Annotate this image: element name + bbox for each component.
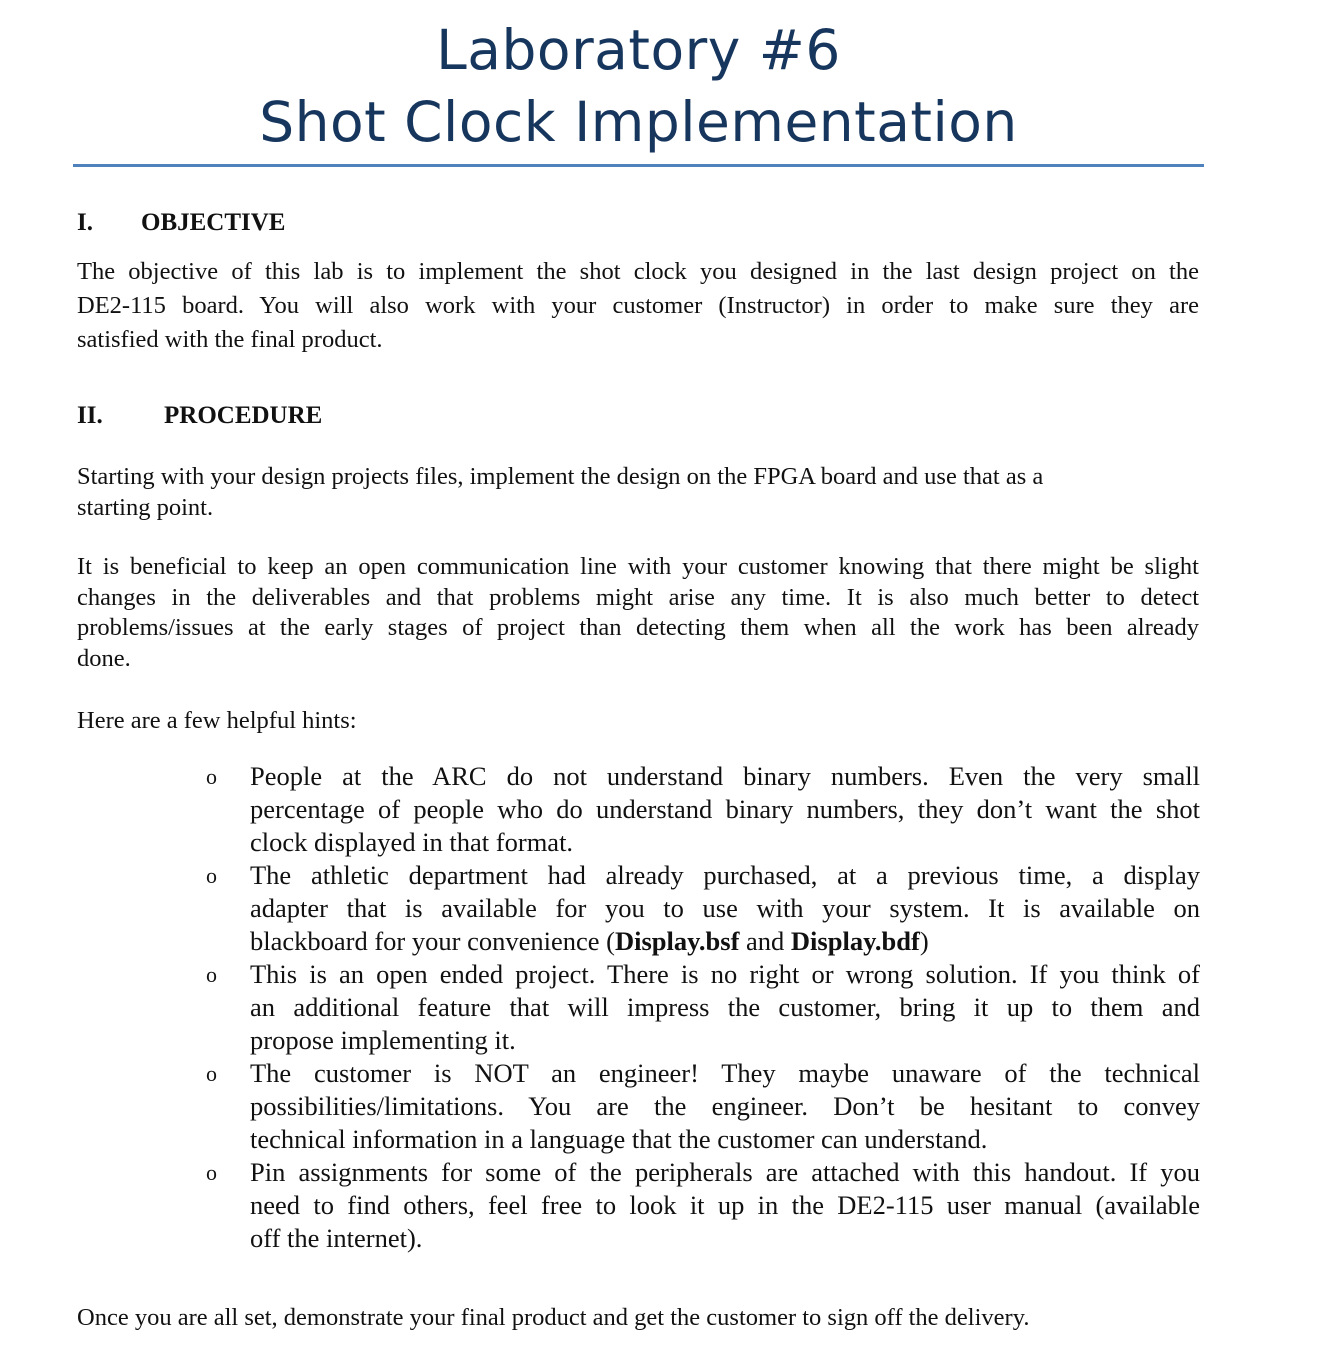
- paragraph-line: starting point.: [77, 494, 214, 521]
- paragraph-line: done.: [77, 644, 131, 672]
- paragraph-line: satisfied with the final product.: [77, 326, 383, 353]
- paragraph-line: problems/issues at the early stages of project than detecting them when all the work has been already: [77, 614, 1199, 641]
- paragraph-line: The objective of this lab is to implement the shot clock you designed in the last design project on the: [77, 258, 1199, 285]
- section-heading-objective: [77, 208, 286, 238]
- bullet-marker: o: [206, 764, 217, 789]
- text-run: ): [919, 926, 929, 956]
- list-item-line: off the internet).: [250, 1223, 423, 1253]
- hints-list: [206, 760, 1200, 1255]
- list-item: [206, 1156, 1200, 1255]
- paragraph-line: Here are a few helpful hints:: [77, 707, 357, 734]
- hints-intro: [77, 705, 1199, 736]
- closing-paragraph: [77, 1302, 1199, 1333]
- list-item-line: clock displayed in that format.: [250, 827, 574, 857]
- list-item-line: The customer is NOT an engineer! They maybe unaware of the technical: [250, 1058, 1200, 1088]
- text-run: and: [739, 926, 791, 956]
- section-title: OBJECTIVE: [141, 209, 286, 236]
- text-run: blackboard for your convenience (: [250, 926, 615, 956]
- bullet-marker: o: [206, 1061, 217, 1086]
- paragraph-line: changes in the deliverables and that problems might arise any time. It is also much better to detect: [77, 583, 1199, 611]
- list-item: [206, 958, 1200, 1057]
- list-item-line: People at the ARC do not understand binary numbers. Even the very small: [250, 761, 1200, 791]
- document-title-line2: Shot Clock Implementation: [259, 90, 1018, 154]
- paragraph-line: DE2-115 board. You will also work with your customer (Instructor) in order to make sure they are: [77, 292, 1199, 319]
- objective-paragraph: [77, 255, 1199, 357]
- list-item-line: Pin assignments for some of the peripherals are attached with this handout. If you: [250, 1157, 1200, 1187]
- paragraph-line: It is beneficial to keep an open communication line with your customer knowing that there might be slight: [77, 553, 1199, 580]
- list-item-line: possibilities/limitations. You are the engineer. Don’t be hesitant to convey: [250, 1091, 1200, 1121]
- list-item-line: propose implementing it.: [250, 1025, 516, 1055]
- section-number: I.: [77, 209, 93, 236]
- list-item-line: an additional feature that will impress the customer, bring it up to them and: [250, 992, 1200, 1022]
- title-divider: [73, 164, 1204, 167]
- filename-display-bdf: Display.bdf: [790, 926, 920, 956]
- list-item: [206, 859, 1200, 958]
- list-item-line: adapter that is available for you to use with your system. It is available on: [250, 893, 1200, 923]
- procedure-paragraph-2: [77, 552, 1199, 674]
- bullet-marker: o: [206, 1160, 217, 1185]
- list-item-line: technical information in a language that the customer can understand.: [250, 1124, 988, 1154]
- section-number: II.: [77, 402, 103, 429]
- list-item-line: The athletic department had already purchased, at a previous time, a display: [250, 860, 1200, 890]
- section-heading-procedure: [77, 401, 323, 431]
- bullet-marker: o: [206, 863, 217, 888]
- list-item-line: [250, 925, 1200, 958]
- bullet-marker: o: [206, 962, 217, 987]
- list-item: [206, 760, 1200, 859]
- list-item-line: need to find others, feel free to look it up in the DE2-115 user manual (available: [250, 1190, 1200, 1220]
- section-title: PROCEDURE: [164, 402, 323, 429]
- paragraph-line: Once you are all set, demonstrate your final product and get the customer to sign off the delivery.: [77, 1304, 1030, 1331]
- filename-display-bsf: Display.bsf: [614, 926, 740, 956]
- list-item: [206, 1057, 1200, 1156]
- list-item-line: percentage of people who do understand binary numbers, they don’t want the shot: [250, 794, 1200, 824]
- paragraph-line: Starting with your design projects files, implement the design on the FPGA board and use that as a: [77, 463, 1044, 490]
- list-item-line: This is an open ended project. There is no right or wrong solution. If you think of: [250, 959, 1200, 989]
- procedure-paragraph-1: [77, 461, 1199, 523]
- document-title-line1: Laboratory #6: [436, 18, 841, 82]
